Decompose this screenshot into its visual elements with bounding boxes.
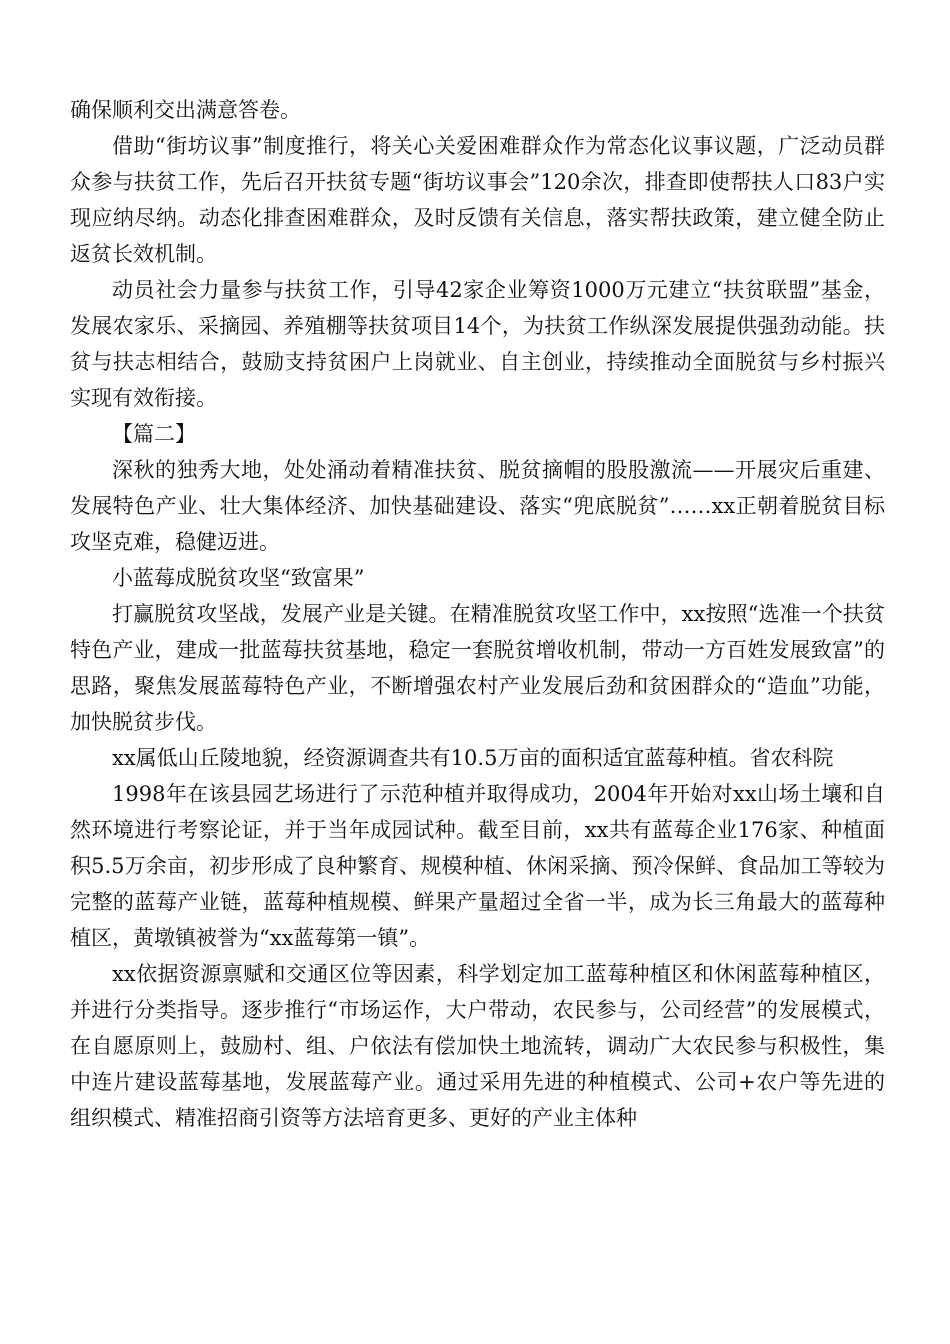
paragraph-autumn-intro: 深秋的独秀大地，处处涌动着精准扶贫、脱贫摘帽的股股激流——开展灾后重建、发展特色产业、壮大集体经济、加快基础建设、落实“兜底脱贫”……xx正朝着脱贫目标攻坚克难，稳健迈进。 bbox=[70, 458, 885, 554]
document-page bbox=[70, 92, 885, 1136]
paragraph-street-council: 借助“街坊议事”制度推行，将关心关爱困难群众作为常态化议事议题，广泛动员群众参与扶贫工作，先后召开扶贫专题“街坊议事会”120余次，排查即使帮扶人口83户实现应纳尽纳。动态化排查困难群众，及时反馈有关信息，落实帮扶政策，建立健全防止返贫长效机制。 bbox=[70, 134, 885, 266]
paragraph-terrain: xx属低山丘陵地貌，经资源调查共有10.5万亩的面积适宜蓝莓种植。省农科院 bbox=[112, 746, 834, 770]
paragraph-social-forces: 动员社会力量参与扶贫工作，引导42家企业筹资1000万元建立“扶贫联盟”基金，发展农家乐、采摘园、养殖棚等扶贫项目14个，为扶贫工作纵深发展提供强劲动能。扶贫与扶志相结合，鼓励支持贫困户上岗就业、自主创业，持续推动全面脱贫与乡村振兴实现有效衔接。 bbox=[70, 278, 885, 410]
subheading-blueberry: 小蓝莓成脱贫攻坚“致富果” bbox=[112, 566, 365, 590]
section-heading-part-two: 【篇二】 bbox=[112, 422, 196, 446]
paragraph-history: 1998年在该县园艺场进行了示范种植并取得成功，2004年开始对xx山场土壤和自然环境进行考察论证，并于当年成园试种。截至目前，xx共有蓝莓企业176家、种植面积5.5万余亩，初步形成了良种繁育、规模种植、休闲采摘、预冷保鲜、食品加工等较为完整的蓝莓产业链，蓝莓种植规模、鲜果产量超过全省一半，成为长三角最大的蓝莓种植区，黄墩镇被誉为“xx蓝莓第一镇”。 bbox=[70, 782, 885, 950]
paragraph-continuation: 确保顺利交出满意答卷。 bbox=[70, 98, 301, 122]
paragraph-planning: xx依据资源禀赋和交通区位等因素，科学划定加工蓝莓种植区和休闲蓝莓种植区，并进行分类指导。逐步推行“市场运作，大户带动，农民参与，公司经营”的发展模式，在自愿原则上，鼓励村、组、户依法有偿加快土地流转，调动广大农民参与积极性，集中连片建设蓝莓基地，发展蓝莓产业。通过采用先进的种植模式、公司+农户等先进的组织模式、精准招商引资等方法培育更多、更好的产业主体种 bbox=[70, 962, 885, 1130]
paragraph-industry-key: 打赢脱贫攻坚战，发展产业是关键。在精准脱贫攻坚工作中，xx按照“选准一个扶贫特色产业，建成一批蓝莓扶贫基地，稳定一套脱贫增收机制，带动一方百姓发展致富”的思路，聚焦发展蓝莓特色产业，不断增强农村产业发展后劲和贫困群众的“造血”功能，加快脱贫步伐。 bbox=[70, 602, 885, 734]
